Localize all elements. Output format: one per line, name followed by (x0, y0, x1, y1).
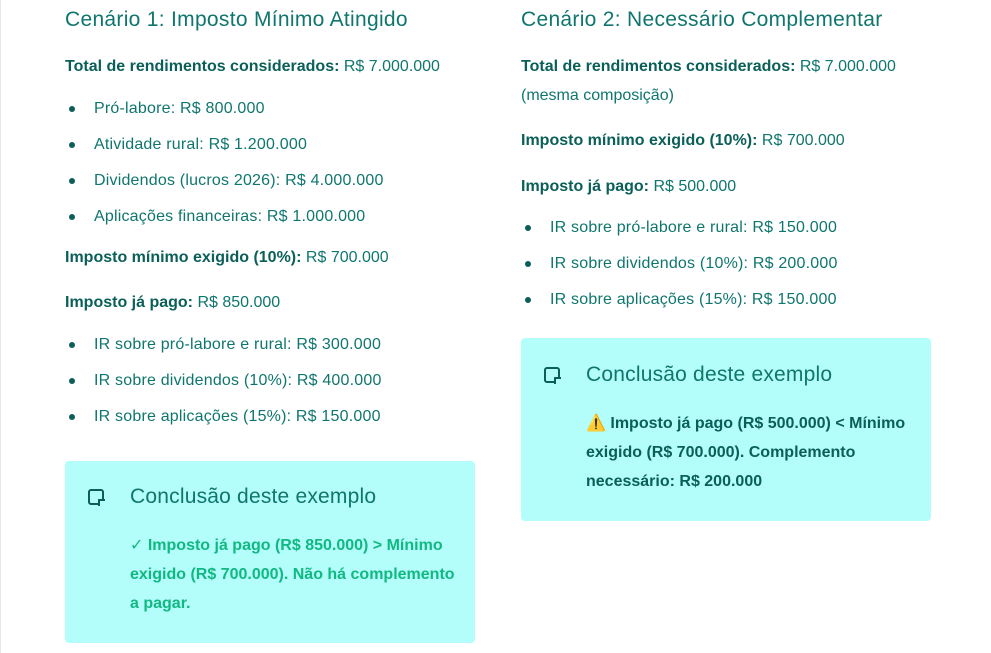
scenario-1-total-value: R$ 7.000.000 (343, 58, 440, 75)
scenario-1-total-label: Total de rendimentos considerados: (65, 58, 340, 75)
scenario-2-paid-value: R$ 500.000 (653, 178, 737, 195)
scenario-1-title: Cenário 1: Imposto Mínimo Atingido (65, 8, 408, 31)
list-item: Dividendos (lucros 2026): R$ 4.000.000 (65, 163, 477, 199)
scenario-2-title: Cenário 2: Necessário Complementar (521, 8, 883, 31)
note-icon (544, 367, 560, 383)
scenario-2-conclusion-text: ⚠️ Imposto já pago (R$ 500.000) < Mínimo exigido (R$ 700.000). Complemento necessário: R$ 200.000 (586, 415, 906, 490)
scenario-2-column (521, 0, 933, 318)
scenario-1-tax-list (65, 327, 477, 435)
page-left-border (0, 0, 1, 653)
list-item: Aplicações financeiras: R$ 1.000.000 (65, 199, 477, 235)
scenario-2-total-label: Total de rendimentos considerados: (521, 58, 796, 75)
scenario-1-income-list (65, 91, 477, 235)
list-item: Atividade rural: R$ 1.200.000 (65, 127, 477, 163)
list-item: IR sobre aplicações (15%): R$ 150.000 (521, 282, 933, 318)
note-icon (88, 489, 104, 505)
scenario-1-column (65, 0, 477, 435)
scenario-2-total-value: R$ 7.000.000 (799, 58, 896, 75)
scenario-1-paid-label: Imposto já pago: (65, 294, 193, 311)
list-item: IR sobre dividendos (10%): R$ 400.000 (65, 363, 477, 399)
scenario-1-min-label: Imposto mínimo exigido (10%): (65, 249, 302, 266)
scenario-1-conclusion-box (65, 461, 475, 643)
scenario-1-conclusion-text: ✓ Imposto já pago (R$ 850.000) > Mínimo exigido (R$ 700.000). Não há complemento a pagar. (130, 537, 455, 612)
scenario-2-tax-list (521, 210, 933, 318)
list-item: IR sobre dividendos (10%): R$ 200.000 (521, 246, 933, 282)
list-item: Pró-labore: R$ 800.000 (65, 91, 477, 127)
scenario-2-total (521, 52, 933, 110)
scenario-2-min-value: R$ 700.000 (761, 132, 845, 149)
scenario-1-paid-tax (65, 288, 477, 317)
scenario-1-min-value: R$ 700.000 (305, 249, 389, 266)
scenario-2-conclusion-box (521, 338, 931, 521)
scenario-1-conclusion-title: Conclusão deste exemplo (130, 485, 377, 508)
scenario-2-min-tax (521, 126, 933, 155)
scenario-2-total-note: (mesma composição) (521, 87, 674, 104)
scenario-1-total (65, 52, 477, 81)
scenario-2-conclusion-title: Conclusão deste exemplo (586, 363, 833, 386)
list-item: IR sobre pró-labore e rural: R$ 300.000 (65, 327, 477, 363)
scenario-1-paid-value: R$ 850.000 (197, 294, 281, 311)
list-item: IR sobre pró-labore e rural: R$ 150.000 (521, 210, 933, 246)
scenario-2-min-label: Imposto mínimo exigido (10%): (521, 132, 758, 149)
list-item: IR sobre aplicações (15%): R$ 150.000 (65, 399, 477, 435)
scenario-2-paid-label: Imposto já pago: (521, 178, 649, 195)
scenario-2-paid-tax (521, 172, 933, 201)
scenario-1-min-tax (65, 243, 477, 272)
